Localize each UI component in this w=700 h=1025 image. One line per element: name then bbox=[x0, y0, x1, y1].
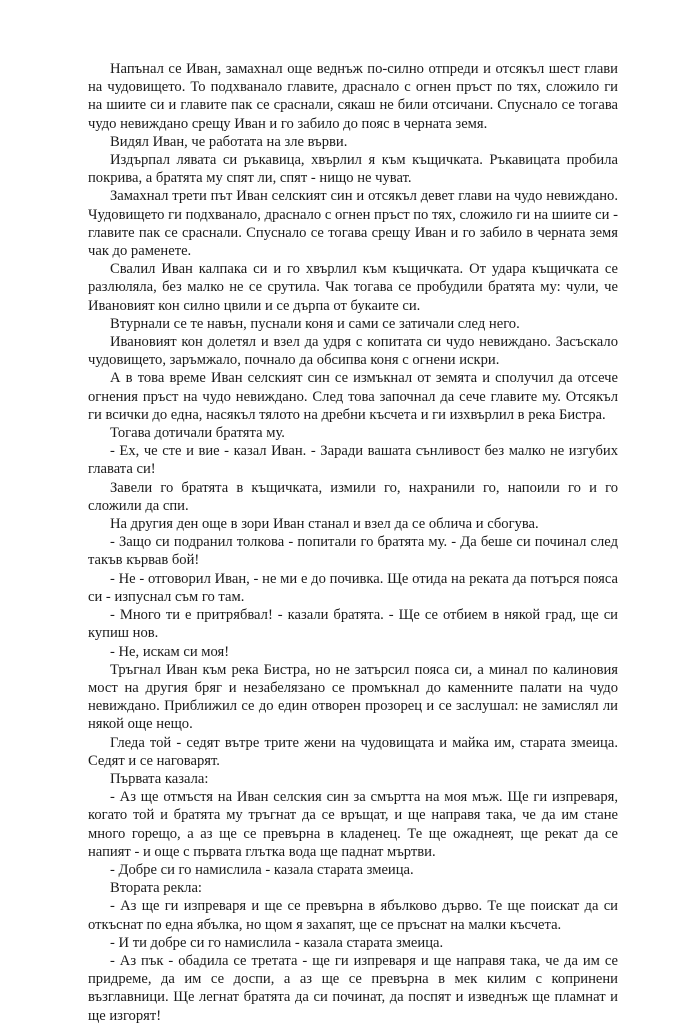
paragraph: - Добре си го намислила - казала старата змеица. bbox=[110, 861, 414, 878]
paragraph: Видял Иван, че работата на зле върви. bbox=[110, 133, 348, 150]
paragraph: На другия ден още в зори Иван станал и взел да се облича и сбогува. bbox=[110, 516, 539, 533]
paragraph: - Защо си подранил толкова - попитали го братята му. - Да беше си починал след такъв кървав бой! bbox=[88, 534, 618, 569]
paragraph: Тогава дотичали братята му. bbox=[110, 425, 285, 442]
paragraph: Свалил Иван калпака си и го хвърлил към къщичката. От удара къщичката се разлюляла, без малко не се срутила. Чак тогава се пробудили братята му: чули, че Ивановият кон силно цвили и се дърпа от букаите си. bbox=[88, 261, 618, 314]
paragraph: - Много ти е притрябвал! - казали братята. - Ще се отбием в някой град, ще си купиш нов. bbox=[88, 607, 618, 642]
paragraph: - Аз пък - обадила се третата - ще ги изпреваря и ще направя така, че да им се придреме, да им се доспи, а аз ще се превърна в мек килим с копринени възглавници. Ще легнат братята да си починат, да поспят и изведнъж ще пламнат и ще изгорят! bbox=[88, 952, 618, 1024]
paragraph: - И ти добре си го намислила - казала старата змеица. bbox=[110, 934, 444, 951]
paragraph: Издърпал лявата си ръкавица, хвърлил я към къщичката. Ръкавицата пробила покрива, а братята му спят ли, спят - нищо не чуват. bbox=[88, 152, 618, 187]
paragraph: - Ех, че сте и вие - казал Иван. - Заради вашата сънливост без малко не изгубих главата си! bbox=[88, 443, 618, 478]
paragraph: А в това време Иван селският син се измъкнал от земята и сполучил да отсече огнения пръст на чудо невиждано. След това започнал да сече главите му. Отсякъл ги всички до една, насякъл тялото на дребни късчета и ги изхвърлил в река Бистра. bbox=[88, 370, 618, 423]
paragraph: Ивановият кон долетял и взел да удря с копитата си чудо невиждано. Засъскало чудовището, заръмжало, почнало да обсипва коня с огнени искри. bbox=[88, 334, 618, 369]
paragraph: - Аз ще ги изпреваря и ще се превърна в ябълково дърво. Те ще поискат да си откъснат по една ябълка, но щом я захапят, ще се пръснат на малки късчета. bbox=[88, 898, 618, 933]
paragraph: Втурнали се те навън, пуснали коня и сами се затичали след него. bbox=[110, 315, 520, 332]
paragraph: Първата казала: bbox=[110, 770, 209, 787]
paragraph: - Не, искам си моя! bbox=[110, 643, 230, 660]
paragraph: - Аз ще отмъстя на Иван селския син за смъртта на моя мъж. Ще ги изпреваря, когато той и братята му тръгнат да се връщат, и ще направя така, че да им стане много горещо, а аз ще се превърна в кладенец. Те ще ожаднеят, ще рекат да се напият - и още с първата глътка вода ще паднат мъртви. bbox=[88, 789, 618, 860]
paragraph: Втората рекла: bbox=[110, 880, 202, 897]
paragraph: Тръгнал Иван към река Бистра, но не затърсил пояса си, а минал по калиновия мост на другия бряг и незабелязано се промъкнал до каменните палати на чудо невиждано. Приближил се до един отворен прозорец и се заслушал: не замислял ли някой още нещо. bbox=[88, 661, 618, 733]
paragraph: Замахнал трети път Иван селският син и отсякъл девет глави на чудо невиждано. Чудовището ги подхванало, драснало с огнен пръст по тях, сложило ги на шиите си - главите пак се сраснали. Спуснало се тогава срещу Иван и го забило в черната земя чак до раменете. bbox=[88, 188, 618, 260]
paragraph: Напънал се Иван, замахнал още веднъж по-силно отпреди и отсякъл шест глави на чудовището. То подхванало главите, драснало с огнен пръст по тях, сложило ги на шиите си и главите пак се сраснали, сякаш не били отсичани. Спуснало се тогава чудо невиждано срещу Иван и го забило до пояс в черната земя. bbox=[88, 61, 618, 132]
paragraph: - Не - отговорил Иван, - не ми е до почивка. Ще отида на реката да потърся пояса си - изпуснал съм го там. bbox=[88, 570, 618, 605]
paragraph: Гледа той - седят вътре трите жени на чудовищата и майка им, старата змеица. Седят и се наговарят. bbox=[88, 734, 618, 769]
paragraph: Завели го братята в къщичката, измили го, нахранили го, напоили го и го сложили да спи. bbox=[88, 479, 618, 514]
